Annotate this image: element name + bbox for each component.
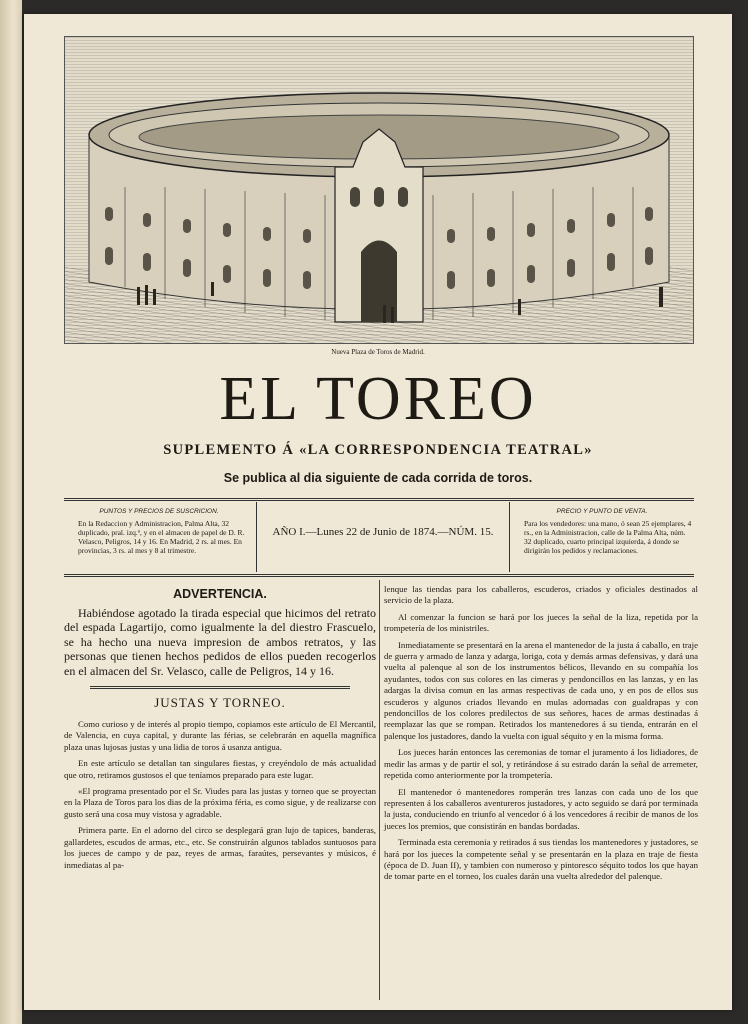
engraving-caption: Nueva Plaza de Toros de Madrid. xyxy=(331,348,425,356)
article-paragraph: Terminada esta ceremonia y retirados á sus tiendas los mantenedores y justadores, se hará por los jueces la competente señal y se presentarán en la plaza en traje de fiesta (época de D. Juan II), y tambien con numeroso y pintoresco séquito todos los que hayan de tomar parte en el torneo, los cuales darán una vuelta alrededor del palenque. xyxy=(384,837,698,882)
article-paragraph: El mantenedor ó mantenedores romperán tres lanzas con cada uno de los que representen á los caballeros aventureros justadores, y acto seguido se dará por terminada la justa, conduciendo en triunfo al vencedor ó á los vencedores á recibir de manos de los jueces los premios, que consistirán en bandas bordadas. xyxy=(384,786,698,831)
advertencia-title: ADVERTENCIA. xyxy=(173,587,267,601)
article-paragraph: Los jueces harán entonces las ceremonias de tomar el juramento á los lidiadores, de medir las armas y de partir el sol, y retirándose á su estrado darán la señal de arremeter, repetida como anteriormente por la trompetería. xyxy=(384,747,698,781)
top-divider xyxy=(64,498,694,501)
book-spine xyxy=(0,0,22,1024)
infobar-bottom-divider xyxy=(64,574,694,577)
masthead-subtitle: SUPLEMENTO Á «LA CORRESPONDENCIA TEATRAL» xyxy=(163,442,593,458)
sale-price-text: Para los vendedores: una mano, ó sean 25 ejemplares, 4 rs., en la Administracion, calle de la Palma Alta, núm. 32 duplicado, cuarto principal izquierda, á donde se dirigirán los pedidos y reclamaciones. xyxy=(524,519,692,555)
newspaper-page xyxy=(24,14,732,1010)
article-paragraph: lenque las tiendas para los caballeros, escuderos, criados y oficiales destinados al servicio de la plaza. xyxy=(384,584,698,606)
article-paragraph: En este artículo se detallan tan singulares fiestas, y creyéndolo de más actualidad que otro, retiramos gustosos el que teníamos preparado para este lugar. xyxy=(64,758,376,780)
section-title: JUSTAS Y TORNEO. xyxy=(154,695,286,711)
issue-info-box xyxy=(256,502,510,572)
subscription-prices-box xyxy=(64,502,254,572)
sale-price-box xyxy=(510,502,694,572)
sale-price-heading: PRECIO Y PUNTO DE VENTA. xyxy=(556,508,648,515)
article-paragraph: Como curioso y de interés al propio tiempo, copiamos este artículo de El Mercantil, de Valencia, en cuya capital, y durante las férias, se celebrarán en aquella magnífica plaza unas lujosas justas y una lidia de toros á usanza antigua. xyxy=(64,719,376,752)
bullring-engraving xyxy=(64,36,694,344)
issue-date-number: AÑO I.—Lunes 22 de Junio de 1874.—NÚM. 15. xyxy=(272,526,494,538)
subscription-prices-text: En la Redaccion y Administracion, Palma Alta, 32 duplicado, pral. izq.ª, y en el almacen de papel de D. R. Velasco, Peligros, 14 y 16. En Madrid, 2 rs. al mes. En provincias, 3 rs. al mes y 8 al trimestre. xyxy=(78,519,245,555)
article-paragraph: Al comenzar la funcion se hará por los jueces la señal de la liza, repetida por la trompetería de los ministriles. xyxy=(384,611,698,634)
article-paragraph: «El programa presentado por el Sr. Viudes para las justas y torneo que se proyectan en la Plaza de Toros para los dias de la próxima féria, es como sigue, y de realizarse con gusto será una cosa muy vistosa y agradable. xyxy=(64,786,376,819)
advertencia-text: Habiéndose agotado la tirada especial que hicimos del retrato del espada Lagartijo, como igualmente la del diestro Frascuelo, se ha hecho una nueva impresion de ambos retratos, y las personas que tienen hechos pedidos de ellos pueden recogerlos en el almacen del Sr. Velasco, calle de Peligros, 14 y 16. xyxy=(64,606,376,678)
section-divider xyxy=(90,686,350,689)
column-separator xyxy=(379,580,380,1000)
subscription-prices-heading: PUNTOS Y PRECIOS DE SUSCRICION. xyxy=(99,508,219,515)
article-paragraph: Primera parte. En el adorno del circo se desplegará gran lujo de tapices, banderas, gallardetes, escudos de armas, etc., etc. Se construirán algunos tablados suntuosos para los jueces de campo y de paz, reyes de armas, faraútes, persevantes y músicos, é inmediatas al pa- xyxy=(64,825,376,870)
masthead-title: EL TOREO xyxy=(219,365,537,433)
article-paragraph: Inmediatamente se presentará en la arena el mantenedor de la justa á caballo, en traje de guerra y armado de lanza y adarga, loriga, cota y demás armas defensivas, y dará una vuelta al palenque al son de los instrumentos bélicos, llevando en su compañía los ayudantes, todos con sus colores en las cimeras y pendoncillos en las lanzas, y en las adargas la divisa comun en las armas respectivas de cada uno, y en pos de ellos sus escuderos y algunos criados llevando en mulas adornadas con gualdrapas y con pendoncillos de los colores predilectos de sus señores, haces de armas destinadas á reemplazar las que se rompan. Retirados los mantenedores á su tienda, entrarán en el palenque los justadores, dando la vuelta con igual séquito y en la misma forma. xyxy=(384,639,698,741)
subscription-info-bar xyxy=(64,502,694,572)
right-column xyxy=(384,584,698,883)
masthead-tagline: Se publica al dia siguiente de cada corrida de toros. xyxy=(223,471,533,485)
left-column xyxy=(64,584,376,871)
